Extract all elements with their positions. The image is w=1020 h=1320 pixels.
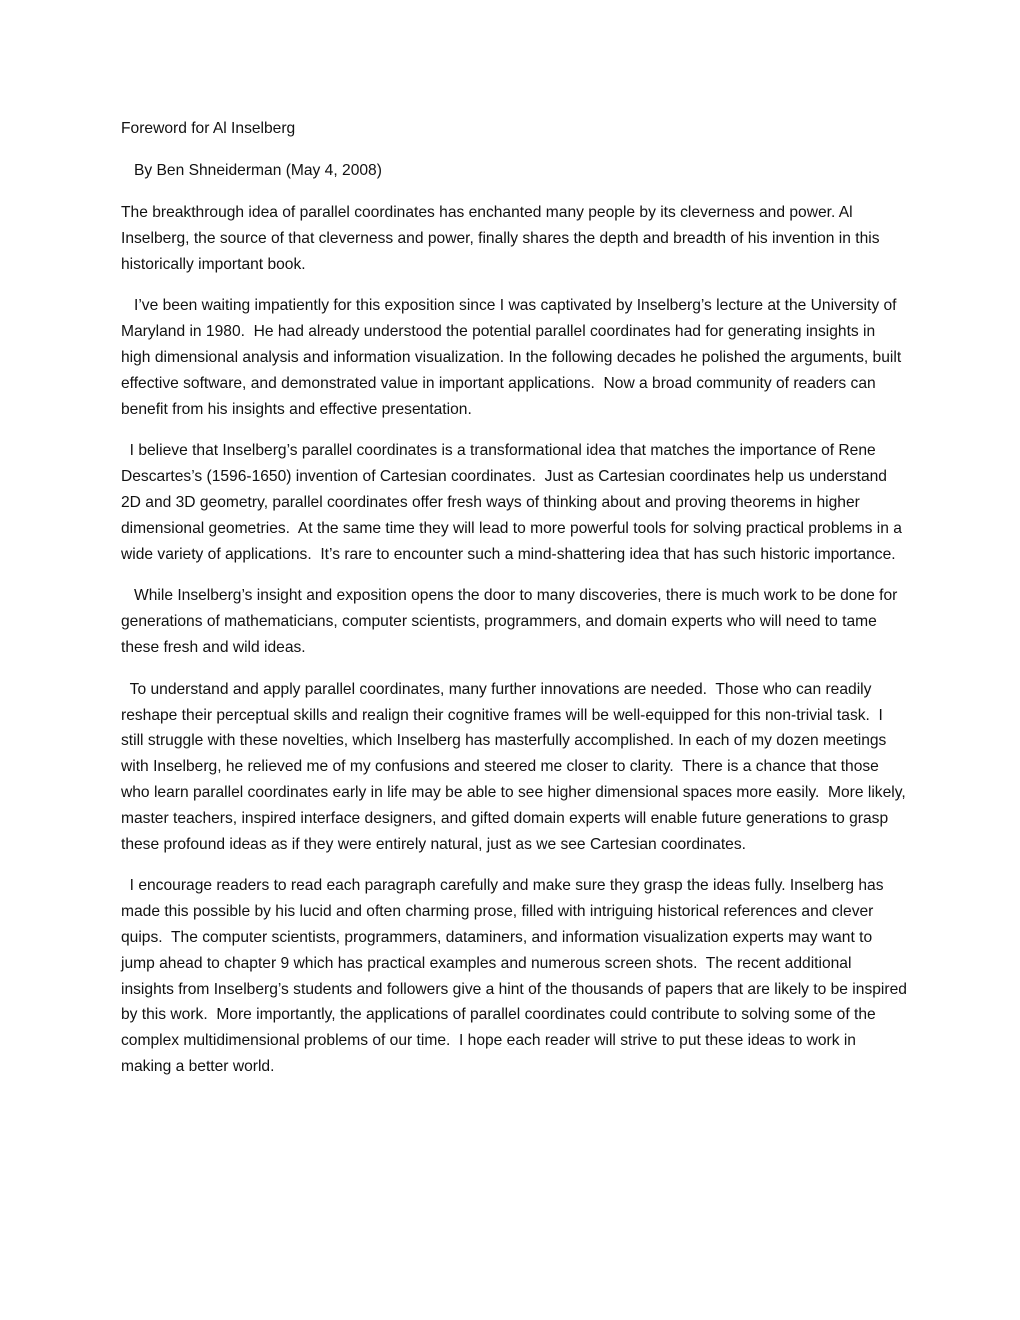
document-page: [121, 116, 912, 1096]
document-title: Foreword for Al Inselberg: [121, 120, 296, 137]
paragraph-6: I encourage readers to read each paragraph carefully and make sure they grasp the ideas fully. Inselberg has made this possible by his lucid and often charming prose, filled with intriguing historical references and clever quips. The computer scientists, programmers, dataminers, and information visualization experts may want to jump ahead to chapter 9 which has practical examples and numerous screen shots. The recent additional insights from Inselberg’s students and followers give a hint of the thousands of papers that are likely to be inspired by this work. More importantly, the applications of parallel coordinates could contribute to solving some of the complex multidimensional problems of our time. I hope each reader will strive to put these ideas to work in making a better world.: [121, 877, 912, 1075]
paragraph-3: I believe that Inselberg’s parallel coordinates is a transformational idea that matches the importance of Rene Descartes’s (1596-1650) invention of Cartesian coordinates. Just as Cartesian coordinates help us understand 2D and 3D geometry, parallel coordinates offer fresh ways of thinking about and proving theorems in higher dimensional geometries. At the same time they will lead to more powerful tools for solving practical problems in a wide variety of applications. It’s rare to encounter such a mind-shattering idea that has such historic importance.: [121, 442, 907, 563]
paragraph-4: While Inselberg’s insight and exposition opens the door to many discoveries, there is much work to be done for generations of mathematicians, computer scientists, programmers, and domain experts who will need to tame these fresh and wild ideas.: [121, 587, 902, 656]
paragraph-2: I’ve been waiting impatiently for this exposition since I was captivated by Inselberg’s lecture at the University of Maryland in 1980. He had already understood the potential parallel coordinates had for generating insights in high dimensional analysis and information visualization. In the following decades he polished the arguments, built effective software, and demonstrated value in important applications. Now a broad community of readers can benefit from his insights and effective presentation.: [121, 297, 906, 418]
author-byline: By Ben Shneiderman (May 4, 2008): [121, 162, 382, 179]
paragraph-5: To understand and apply parallel coordinates, many further innovations are needed. Those who can readily reshape their perceptual skills and realign their cognitive frames will be well-equipped for this non-trivial task. I still struggle with these novelties, which Inselberg has masterfully accomplished. In each of my dozen meetings with Inselberg, he relieved me of my confusions and steered me closer to clarity. There is a chance that those who learn parallel coordinates early in life may be able to see higher dimensional spaces more easily. More likely, master teachers, inspired interface designers, and gifted domain experts will enable future generations to grasp these profound ideas as if they were entirely natural, just as we see Cartesian coordinates.: [121, 680, 911, 853]
paragraph-1: The breakthrough idea of parallel coordinates has enchanted many people by its cleverness and power. Al Inselberg, the source of that cleverness and power, finally shares the depth and breadth of his invention in this historically important book.: [121, 204, 884, 273]
